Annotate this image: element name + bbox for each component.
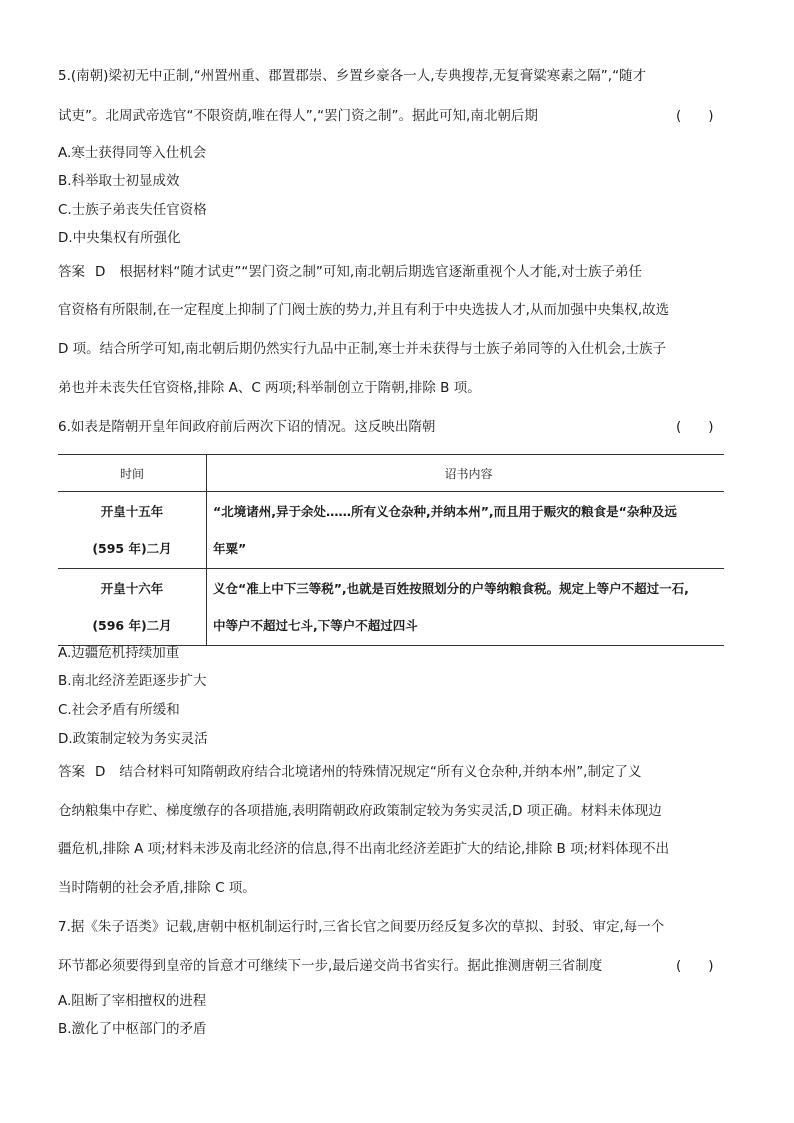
q5-stem-line2: 试吏”。北周武帝选官“不限资荫,唯在得人”,“罢门资之制”。据此可知,南北朝后期 [58,108,538,124]
q5-answer-key: D [95,264,106,280]
q5-option-c: C.士族子弟丧失任官资格 [58,202,207,218]
q6-option-a: A.边疆危机持续加重 [58,645,180,661]
q6-option-d: D.政策制定较为务实灵活 [58,731,208,747]
q6-answer-paren: ( ) [676,419,714,435]
table-row [58,492,724,569]
q7-stem-line1: 7.据《朱子语类》记载,唐朝中枢机制运行时,三省长官之间要历经反复多次的草拟、封驳、审定,每一个 [58,919,665,935]
q5-stem-line2-row [58,106,724,126]
q7-answer-paren: ( ) [676,958,714,974]
q6-answer-label: 答案 [58,764,85,780]
row2-content-line2: 中等户不超过七斗,下等户不超过四斗 [213,618,418,633]
q6-option-b: B.南北经济差距逐步扩大 [58,673,207,689]
q6-explain-line2: 仓纳粮集中存贮、梯度缴存的各项措施,表明隋朝政府政策制定较为务实灵活,D 项正确。材料未体现边 [58,803,662,819]
q7-stem-line2: 环节都必须要得到皇帝的旨意才可继续下一步,最后递交尚书省实行。据此推测唐朝三省制度 [58,958,603,974]
q5-explain-line1-row [58,262,724,282]
q5-explain-line2: 官资格有所限制,在一定程度上抑制了门阀士族的势力,并且有利于中央选拔人才,从而加强中央集权,故选 [58,302,670,318]
table-header-content: 诏书内容 [207,455,725,492]
row2-time-line1: 开皇十六年 [100,581,164,596]
q6-explain-line1: 结合材料可知隋朝政府结合北境诸州的特殊情况规定“所有义仓杂种,并纳本州”,制定了义 [119,764,642,780]
q6-explain-line3: 疆危机,排除 A 项;材料未涉及南北经济的信息,得不出南北经济差距扩大的结论,排除 B 项;材料体现不出 [58,841,670,857]
table-row [58,569,724,646]
q7-option-a: A.阻断了宰相擅权的进程 [58,993,207,1009]
table-header-time: 时间 [58,455,207,492]
row1-time-line2: (595 年)二月 [92,541,172,556]
row2-content-line1: 义仓“准上中下三等税”,也就是百姓按照划分的户等纳粮食税。规定上等户不超过一石, [213,581,689,596]
q5-option-b: B.科举取士初显成效 [58,173,180,189]
q5-explain-line3: D 项。结合所学可知,南北朝后期仍然实行九品中正制,寒士并未获得与士族子弟同等的入仕机会,士族子 [58,341,667,357]
q6-answer-key: D [95,764,106,780]
q6-explain-line1-row [58,762,724,782]
q5-option-a: A.寒士获得同等入仕机会 [58,145,207,161]
q6-explain-line4: 当时隋朝的社会矛盾,排除 C 项。 [58,880,256,896]
q5-stem-line1: 5.(南朝)梁初无中正制,“州置州重、郡置郡崇、乡置乡豪各一人,专典搜荐,无复膏粱寒素之隔”,“随才 [58,68,647,84]
table-header-row [58,455,724,492]
row1-content-line1: “北境诸州,异于余处……所有义仓杂种,并纳本州”,而且用于赈灾的粮食是“杂种及远 [213,504,677,519]
row1-time-line1: 开皇十五年 [100,504,164,519]
q6-option-c: C.社会矛盾有所缓和 [58,702,180,718]
q6-table [58,454,724,646]
q5-answer-paren: ( ) [676,108,714,124]
q6-stem: 6.如表是隋朝开皇年间政府前后两次下诏的情况。这反映出隋朝 [58,419,436,435]
q6-stem-row [58,417,724,437]
q7-stem-line2-row [58,956,724,976]
q5-answer-label: 答案 [58,264,85,280]
q5-explain-line1: 根据材料“随才试吏”“罢门资之制”可知,南北朝后期选官逐渐重视个人才能,对士族子弟任 [119,264,642,280]
row1-content-line2: 年粟” [213,541,247,556]
q5-option-d: D.中央集权有所强化 [58,230,181,246]
q5-explain-line4: 弟也并未丧失任官资格,排除 A、C 两项;科举制创立于隋朝,排除 B 项。 [58,380,481,396]
row2-time-line2: (596 年)二月 [92,618,172,633]
q7-option-b: B.激化了中枢部门的矛盾 [58,1021,207,1037]
